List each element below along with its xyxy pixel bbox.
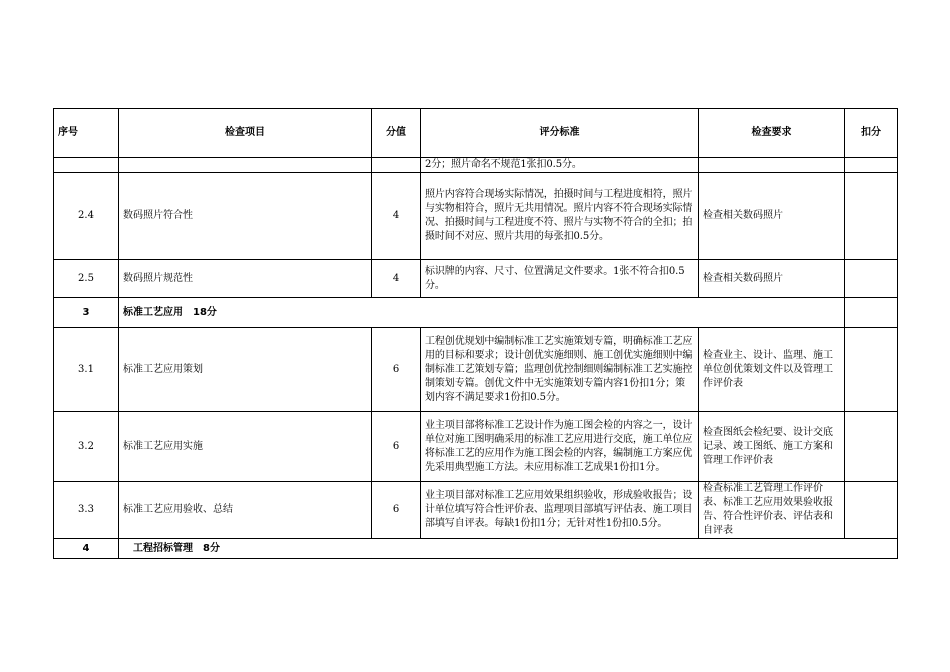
requirement-cell: 检查标准工艺管理工作评价表、标准工艺应用效果验收报告、符合性评价表、评估表和自评表 xyxy=(699,482,845,539)
section-row xyxy=(54,298,898,328)
score-cell: 6 xyxy=(372,412,421,482)
seq-cell: 3.2 xyxy=(54,412,119,482)
item-cell: 标准工艺应用验收、总结 xyxy=(119,482,372,539)
criteria-cell: 标识牌的内容、尺寸、位置满足文件要求。1张不符合扣0.5分。 xyxy=(421,260,699,298)
section-seq: 3 xyxy=(54,298,119,328)
item-cell: 标准工艺应用实施 xyxy=(119,412,372,482)
section-title: 标准工艺应用 18分 xyxy=(119,298,845,328)
deduct-cell xyxy=(845,482,898,539)
seq-cell: 3.3 xyxy=(54,482,119,539)
table-row xyxy=(54,173,898,260)
inspection-table xyxy=(53,108,898,559)
deduct-cell xyxy=(845,328,898,412)
item-cell: 数码照片符合性 xyxy=(119,173,372,260)
header-seq: 序号 xyxy=(54,109,119,158)
requirement-cell xyxy=(699,158,845,173)
table-row xyxy=(54,412,898,482)
deduct-cell xyxy=(845,158,898,173)
section-seq: 4 xyxy=(54,539,119,559)
table-header-row xyxy=(54,109,898,158)
score-cell: 6 xyxy=(372,482,421,539)
item-cell: 标准工艺应用策划 xyxy=(119,328,372,412)
requirement-cell: 检查相关数码照片 xyxy=(699,173,845,260)
deduct-cell xyxy=(845,260,898,298)
criteria-cell: 工程创优规划中编制标准工艺实施策划专篇，明确标准工艺应用的目标和要求；设计创优实施细则、施工创优实施细则中编制标准工艺策划专篇；监理创优控制细则编制标准工艺实施控制策划专篇。创优文件中无实施策划专篇内容1份扣1分；策划内容不满足要求1份扣0.5分。 xyxy=(421,328,699,412)
header-score: 分值 xyxy=(372,109,421,158)
requirement-cell: 检查图纸会检纪要、设计交底记录、竣工图纸、施工方案和管理工作评价表 xyxy=(699,412,845,482)
deduct-cell xyxy=(845,173,898,260)
criteria-cell: 业主项目部对标准工艺应用效果组织验收，形成验收报告；设计单位填写符合性评价表、监理项目部填写评估表、施工项目部填写自评表。每缺1份扣1分；无针对性1份扣0.5分。 xyxy=(421,482,699,539)
score-cell xyxy=(372,158,421,173)
criteria-cell: 2分；照片命名不规范1张扣0.5分。 xyxy=(421,158,699,173)
section-title: 工程招标管理 8分 xyxy=(119,539,898,559)
score-cell: 6 xyxy=(372,328,421,412)
requirement-cell: 检查业主、设计、监理、施工单位创优策划文件以及管理工作评价表 xyxy=(699,328,845,412)
header-deduct: 扣分 xyxy=(845,109,898,158)
seq-cell: 2.4 xyxy=(54,173,119,260)
criteria-cell: 照片内容符合现场实际情况，拍摄时间与工程进度相符，照片与实物相符合，照片无共用情况。照片内容不符合现场实际情况、拍摄时间与工程进度不符、照片与实物不符合的全扣；拍摄时间不对应、照片共用的每张扣0.5分。 xyxy=(421,173,699,260)
seq-cell: 2.5 xyxy=(54,260,119,298)
score-cell: 4 xyxy=(372,260,421,298)
criteria-cell: 业主项目部将标准工艺设计作为施工图会检的内容之一，设计单位对施工图明确采用的标准工艺应用进行交底，施工单位应将标准工艺的应用作为施工图会检的内容，编制施工方案应优先采用典型施工方法。未应用标准工艺成果1份扣1分。 xyxy=(421,412,699,482)
header-criteria: 评分标准 xyxy=(421,109,699,158)
seq-cell xyxy=(54,158,119,173)
table-row xyxy=(54,158,898,173)
header-item: 检查项目 xyxy=(119,109,372,158)
section-row xyxy=(54,539,898,559)
table-row xyxy=(54,482,898,539)
table-row xyxy=(54,328,898,412)
deduct-cell xyxy=(845,412,898,482)
deduct-cell xyxy=(845,298,898,328)
seq-cell: 3.1 xyxy=(54,328,119,412)
item-cell xyxy=(119,158,372,173)
item-cell: 数码照片规范性 xyxy=(119,260,372,298)
table-row xyxy=(54,260,898,298)
header-requirement: 检查要求 xyxy=(699,109,845,158)
score-cell: 4 xyxy=(372,173,421,260)
requirement-cell: 检查相关数码照片 xyxy=(699,260,845,298)
